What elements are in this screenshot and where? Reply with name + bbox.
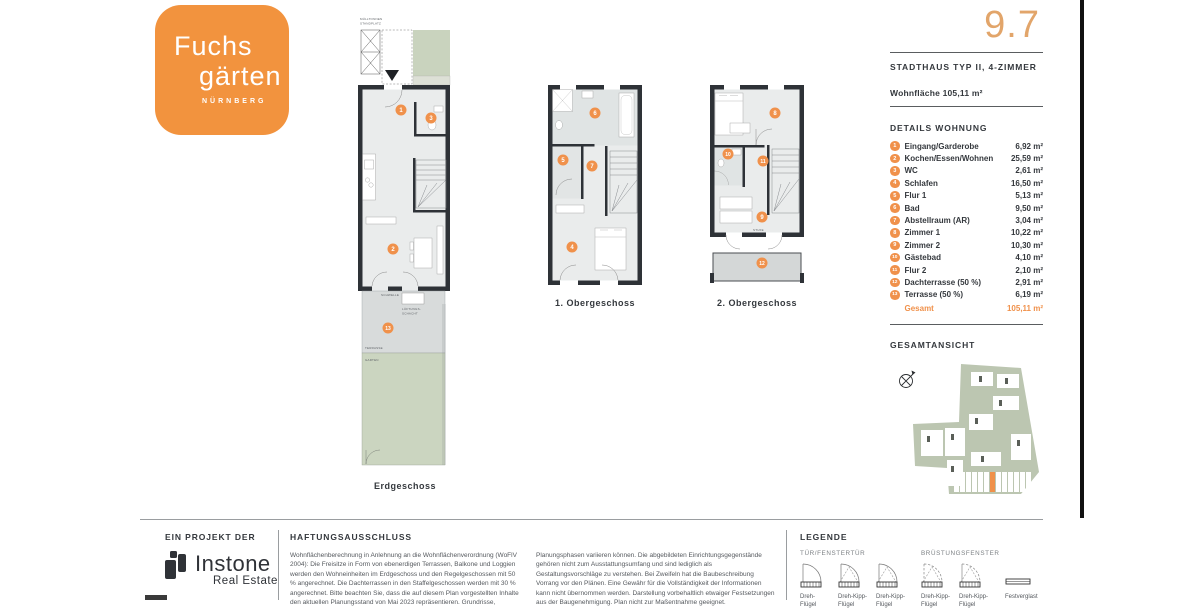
page-edge-artifact (145, 595, 167, 600)
dresser (556, 205, 584, 213)
room-number-badge: 2 (890, 154, 900, 164)
garden-area (362, 353, 445, 465)
room-area: 2,61 m² (1015, 166, 1043, 176)
footer-divider (140, 519, 1043, 520)
door-tilt-turn-icon (876, 562, 898, 589)
room-name: Bad (904, 203, 920, 213)
floorplan-erdgeschoss (358, 14, 452, 491)
legend-item-3: Dreh-Kipp- Flügel (876, 562, 905, 609)
room-name: Flur 2 (904, 265, 927, 275)
room-area: 9,50 m² (1015, 203, 1043, 213)
detail-row (890, 214, 1043, 226)
dachterrasse (713, 253, 801, 281)
detail-row (890, 165, 1043, 177)
instone-subtitle: Real Estate (213, 575, 278, 587)
detail-row (890, 264, 1043, 276)
room-area: 5,13 m² (1015, 191, 1043, 201)
room-area: 10,22 m² (1010, 228, 1043, 238)
total-area: 105,11 m² (1006, 303, 1043, 313)
sideboard (366, 217, 396, 224)
bed (595, 228, 626, 270)
shelf (720, 211, 752, 223)
room-area: 10,30 m² (1010, 240, 1043, 250)
svg-text:6: 6 (593, 111, 597, 118)
details-total-row (890, 302, 1043, 314)
legend-group1-label: TÜR/FENSTERTÜR (800, 550, 866, 557)
room-name: Flur 1 (904, 191, 927, 201)
logo-line1: Fuchs (174, 31, 253, 61)
detail-row (890, 177, 1043, 189)
svg-text:12: 12 (759, 261, 765, 267)
room-name: Abstellraum (AR) (904, 216, 970, 226)
site-plan-drawing (893, 356, 1043, 498)
room-area: 6,19 m² (1015, 290, 1043, 300)
detail-row (890, 227, 1043, 239)
instone-logo (165, 551, 278, 587)
room-number-badge: 7 (890, 216, 900, 226)
note-muelltonnen: MÜLLTONNEN (360, 17, 383, 21)
disclaimer-col1: Wohnflächenberechnung in Anlehnung an die Wohnflächenverordnung (WoFlV 2004): Die Freisitze in Form von ebenerdigen Terrassen, Balkone und Loggien werden den Wohneinheiten im Erdgeschoss und den Regelgeschossen mit 50 % angerechnet. Die Dachterrassen in den Staffelgeschossen werden mit 30 % angerechnet. Bitte beachten Sie, dass die auf diesem Plan vorgestellten Inhalte den aktuellen Planungsstand von Mai 2023 repräsentieren. Grundrisse, (290, 552, 519, 607)
floorplan-og1 (548, 85, 642, 308)
door-swing-icon (800, 562, 822, 589)
room-area: 2,91 m² (1015, 277, 1043, 287)
room-name: Terrasse (50 %) (904, 290, 964, 300)
legend-item-4: Dreh-Kipp- Flügel (921, 562, 950, 609)
legend-item-2: Dreh-Kipp- Flügel (838, 562, 867, 609)
room-name: Zimmer 1 (904, 228, 941, 238)
note-terrasse: TERRASSE (365, 346, 383, 350)
footer-section-divider (786, 530, 787, 600)
detail-row (890, 289, 1043, 301)
room-number-badge: 13 (890, 290, 900, 300)
room-number-badge: 6 (890, 203, 900, 213)
svg-text:13: 13 (385, 326, 391, 332)
svg-text:3: 3 (429, 116, 433, 123)
room-number-badge: 5 (890, 191, 900, 201)
divider (890, 324, 1043, 325)
room-number-badge: 11 (890, 265, 900, 275)
window-tilt-turn-icon (921, 562, 943, 589)
detail-row (890, 140, 1043, 152)
svg-text:8: 8 (773, 111, 777, 118)
legend-title: LEGENDE (800, 532, 848, 542)
front-green (413, 30, 450, 76)
details-rows (890, 140, 1043, 301)
svg-text:9: 9 (760, 215, 764, 222)
room-number-badge: 4 (890, 179, 900, 189)
bin-area (361, 30, 380, 74)
detail-row (890, 190, 1043, 202)
divider (890, 52, 1043, 53)
room-number-badge: 10 (890, 253, 900, 263)
room-name: Kochen/Essen/Wohnen (904, 154, 994, 164)
desk (730, 123, 750, 133)
floorplan-og1-drawing (548, 85, 642, 285)
room-name: Eingang/Garderobe (904, 141, 979, 151)
legend-group2-label: BRÜSTUNGSFENSTER (921, 550, 1000, 557)
legend-item-6: Festverglast (1005, 562, 1038, 602)
fuchsgaerten-logo (155, 5, 289, 135)
detail-row (890, 252, 1043, 264)
detail-row (890, 152, 1043, 164)
svg-text:2: 2 (391, 247, 395, 254)
svg-text:5: 5 (561, 158, 565, 165)
floor-label-og2: 2. Obergeschoss (716, 298, 798, 308)
window-tilt-turn-icon (959, 562, 981, 589)
bathtub (619, 93, 634, 137)
floorplan-og2-drawing (710, 85, 804, 285)
legend-item-5: Dreh-Kipp- Flügel (959, 562, 988, 609)
room-number-badge: 9 (890, 241, 900, 251)
wc-sink (434, 106, 443, 112)
instone-name: Instone (195, 551, 271, 576)
note-stufe: STUFE (753, 228, 764, 232)
toilet (556, 121, 563, 130)
fixed-glazing-icon (1005, 562, 1031, 589)
toilet (718, 159, 724, 167)
note-schwelle: SCHWELLE (381, 293, 400, 297)
room-area: 6,92 m² (1015, 141, 1043, 151)
svg-text:4: 4 (570, 245, 574, 252)
detail-row (890, 276, 1043, 288)
court-dashed-outline (382, 30, 412, 84)
room-number-badge: 12 (890, 278, 900, 288)
svg-text:7: 7 (590, 164, 594, 171)
detail-row (890, 239, 1043, 251)
unit-type: STADTHAUS TYP II, 4-ZIMMER (890, 62, 1037, 72)
shelf (720, 197, 752, 209)
room-number-badge: 1 (890, 141, 900, 151)
svg-text:SCHACHT: SCHACHT (402, 311, 418, 316)
floorplan-og2 (710, 85, 804, 308)
room-name: Gästebad (904, 253, 941, 263)
room-name: Zimmer 2 (904, 240, 941, 250)
room-number-badge: 3 (890, 166, 900, 176)
sink (582, 91, 593, 98)
svg-text:1: 1 (399, 108, 403, 115)
room-area: 16,50 m² (1010, 178, 1043, 188)
svg-text:11: 11 (760, 159, 766, 165)
instone-logo-icon (165, 551, 187, 579)
floor-label-og1: 1. Obergeschoss (554, 298, 636, 308)
project-by-label: EIN PROJEKT DER (165, 532, 256, 542)
footer-section-divider (278, 530, 279, 600)
disclaimer-col2: Planungsphasen variieren können. Die abgebildeten Einrichtungsgegenstände gehören nicht zum Ausstattungsumfang und sind lediglich als Gestaltungsvorschläge zu verstehen. Bei Zweifeln hat die Baubeschreibung Vorrang vor den Plänen. Eine Gewähr für die Vollständigkeit der Informationen kann nicht übernommen werden. Darstellung vorbehaltlich etwaiger Festsetzungen aus der Baugenehmigung. Plan nicht zur Maßentnahme geeignet. (536, 552, 775, 607)
disclaimer-title: HAFTUNGSAUSSCHLUSS (290, 532, 412, 542)
svg-text:STANDPLATZ: STANDPLATZ (360, 21, 382, 26)
site-highlighted-unit (990, 472, 995, 492)
details-title: DETAILS WOHNUNG (890, 123, 988, 133)
legend-item-1: Dreh- Flügel (800, 562, 822, 609)
dining-table (414, 238, 432, 268)
site-plan (893, 356, 1043, 503)
logo-city: NÜRNBERG (202, 98, 267, 105)
svg-text:10: 10 (725, 152, 731, 158)
room-name: Dachterrasse (50 %) (904, 277, 981, 287)
page-edge-line (1080, 0, 1084, 518)
floor-label-erdgeschoss: Erdgeschoss (373, 481, 437, 491)
site-title: GESAMTANSICHT (890, 340, 976, 350)
note-garten: GARTEN (365, 358, 379, 362)
total-label: Gesamt (904, 303, 934, 313)
unit-number: 9.7 (984, 4, 1040, 46)
divider (890, 106, 1043, 107)
room-area: 3,04 m² (1015, 216, 1043, 226)
logo-line2: gärten (199, 61, 282, 91)
room-area: 2,10 m² (1015, 265, 1043, 275)
room-number-badge: 8 (890, 228, 900, 238)
vent-shaft (402, 293, 424, 304)
floorplan-erdgeschoss-drawing (358, 14, 452, 470)
door-tilt-turn-icon (838, 562, 860, 589)
entrance-arrow (385, 70, 399, 81)
unit-living-area: Wohnfläche 105,11 m² (890, 88, 983, 98)
compass-icon (900, 371, 916, 388)
note-lueftung: LÜFTUNGS- (402, 307, 421, 311)
room-area: 4,10 m² (1015, 253, 1043, 263)
detail-row (890, 202, 1043, 214)
room-name: Schlafen (904, 178, 938, 188)
room-name: WC (904, 166, 918, 176)
room-area: 25,59 m² (1010, 154, 1043, 164)
